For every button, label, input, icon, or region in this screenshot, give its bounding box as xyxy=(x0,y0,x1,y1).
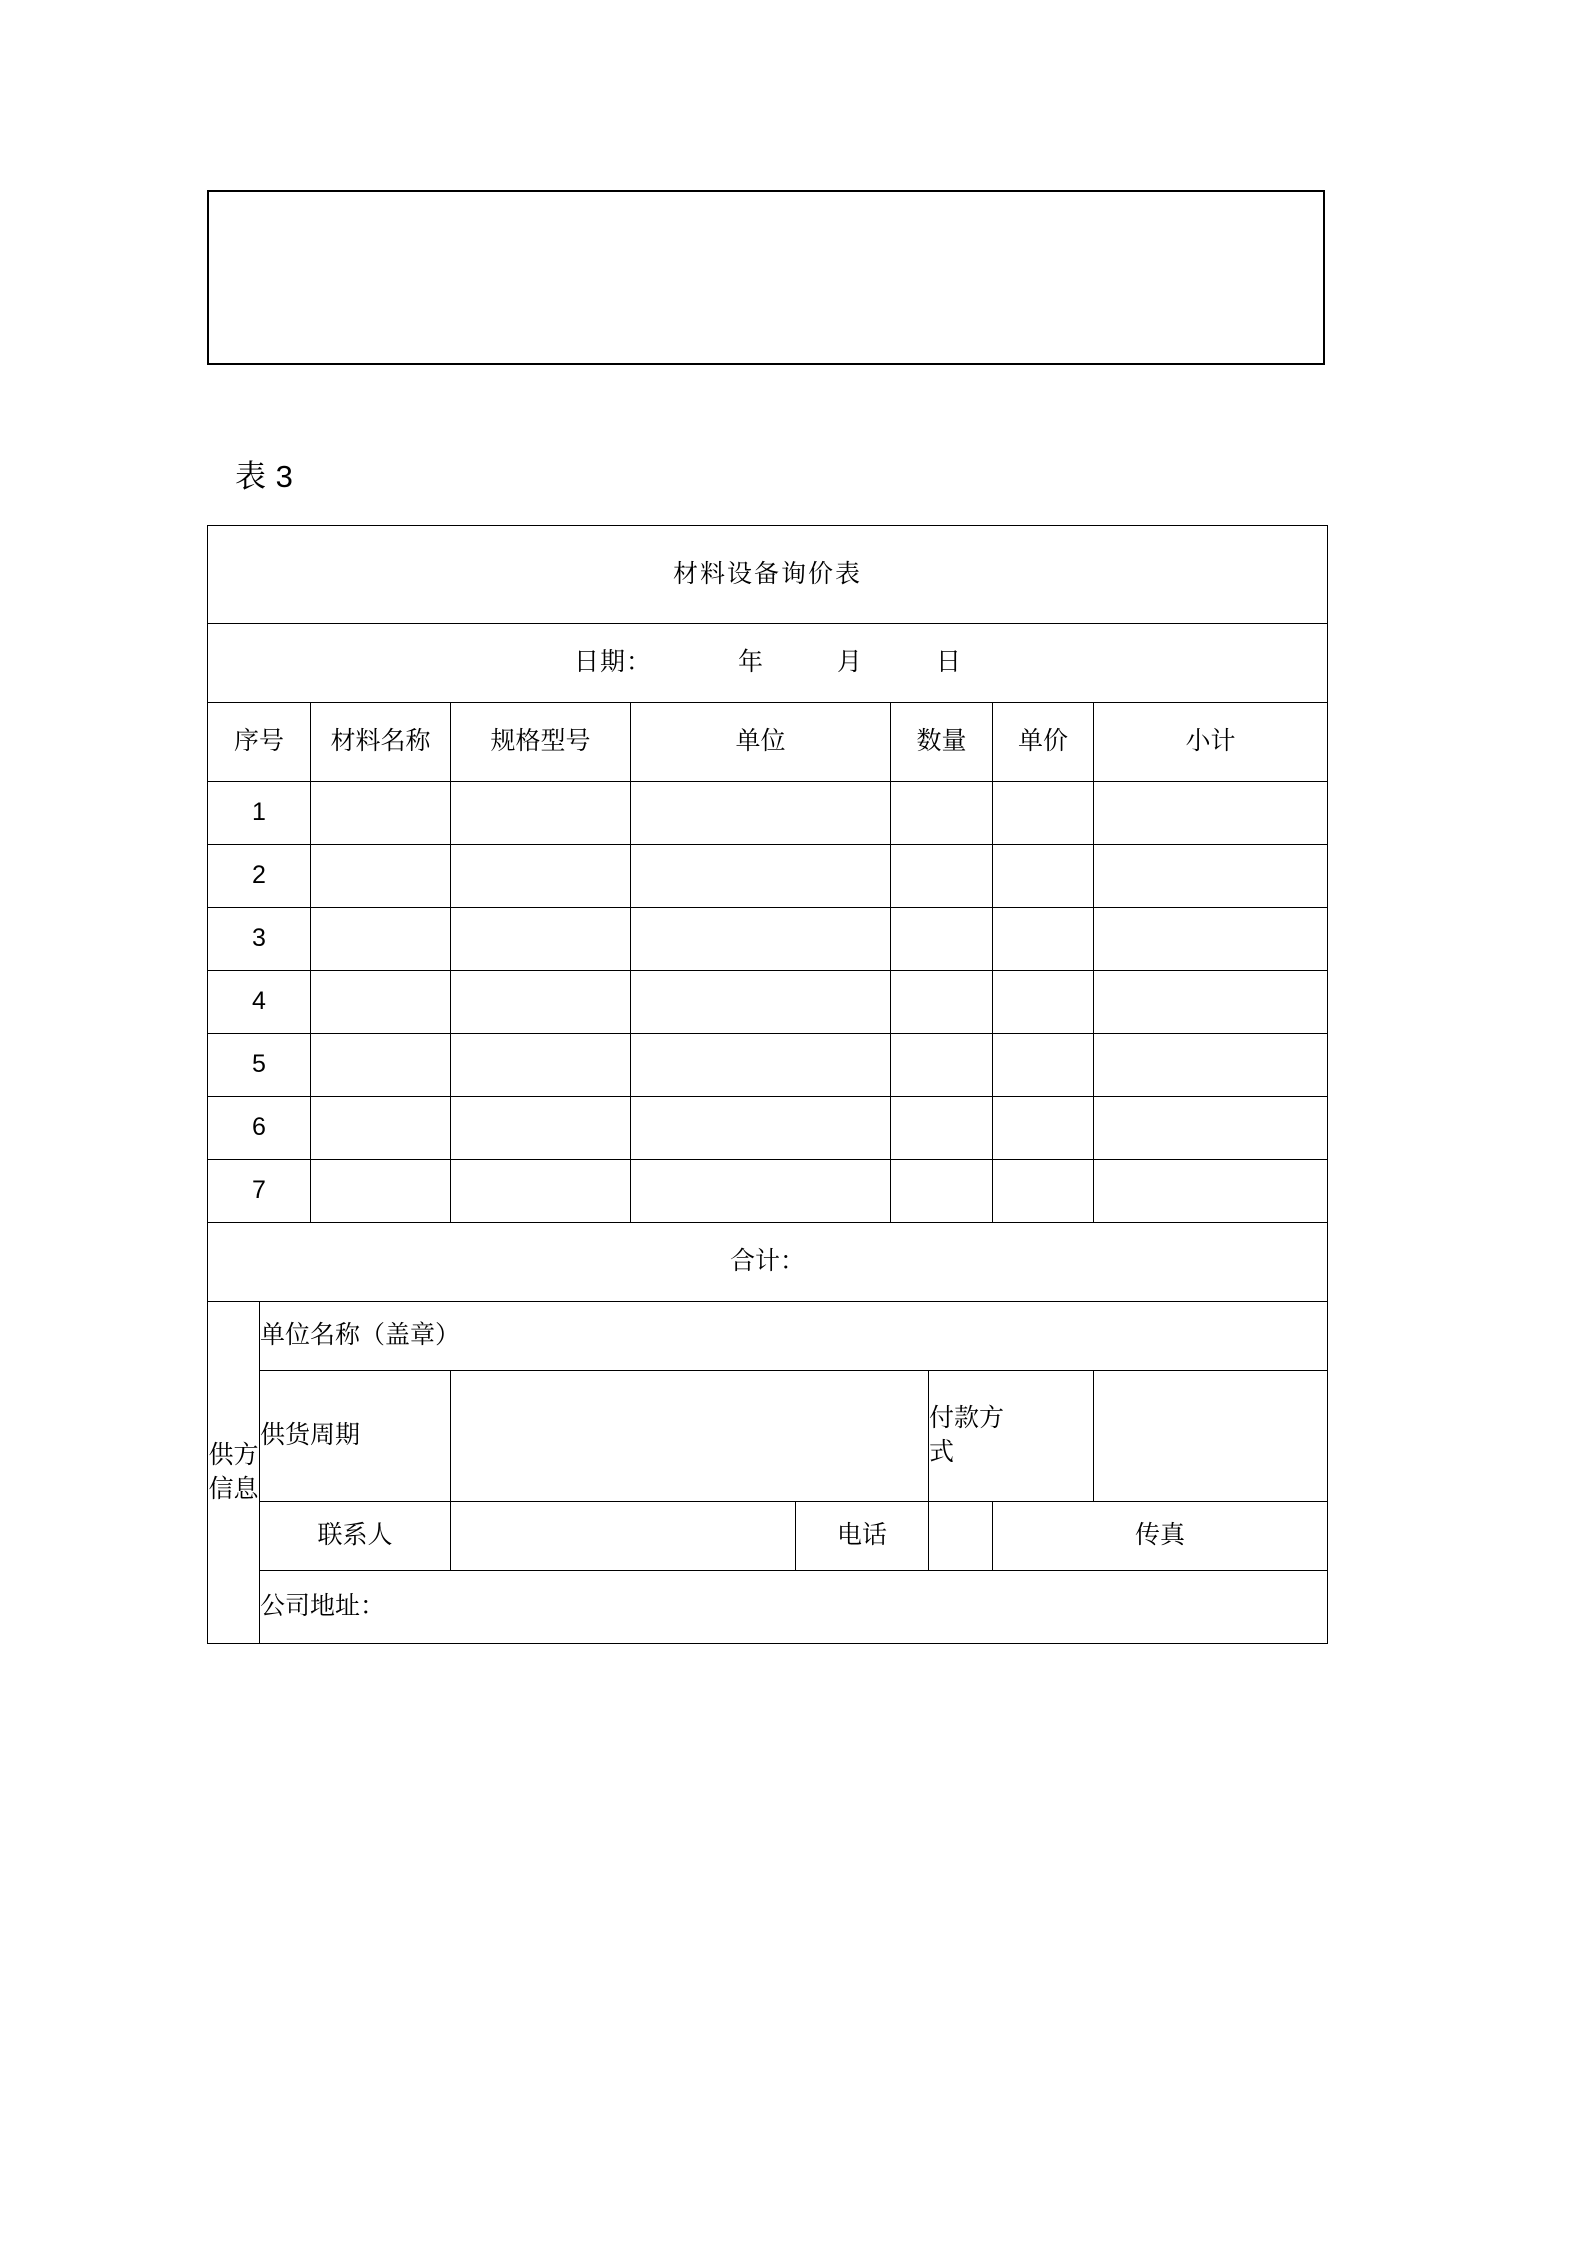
date-row xyxy=(208,624,1328,703)
row-number: 2 xyxy=(208,845,311,908)
cell-unit-price[interactable] xyxy=(993,782,1094,845)
payment-method-label xyxy=(929,1371,1094,1502)
row-number: 7 xyxy=(208,1160,311,1223)
table-row xyxy=(208,1034,1328,1097)
cell-unit[interactable] xyxy=(631,971,891,1034)
total-row xyxy=(208,1223,1328,1302)
supplier-contact-row xyxy=(208,1502,1328,1571)
date-cell xyxy=(208,624,1328,703)
cell-material-name[interactable] xyxy=(311,1034,451,1097)
payment-method-label-line1: 付款方 xyxy=(929,1404,1005,1433)
fax-label: 传真 xyxy=(993,1502,1328,1571)
table-row xyxy=(208,908,1328,971)
table-row xyxy=(208,1097,1328,1160)
cell-quantity[interactable] xyxy=(891,782,993,845)
column-header-quantity: 数量 xyxy=(891,703,993,782)
inquiry-form xyxy=(207,525,1327,1644)
cell-quantity[interactable] xyxy=(891,971,993,1034)
cell-spec-model[interactable] xyxy=(451,971,631,1034)
cell-material-name[interactable] xyxy=(311,782,451,845)
cell-material-name[interactable] xyxy=(311,908,451,971)
supplier-unit-name-field[interactable]: 单位名称（盖章） xyxy=(260,1302,1328,1371)
supply-cycle-value[interactable] xyxy=(451,1371,929,1502)
column-header-unit: 单位 xyxy=(631,703,891,782)
cell-unit[interactable] xyxy=(631,1097,891,1160)
supplier-address-row xyxy=(208,1571,1328,1644)
cell-subtotal[interactable] xyxy=(1094,1034,1328,1097)
supplier-supply-cycle-row xyxy=(208,1371,1328,1502)
cell-quantity[interactable] xyxy=(891,908,993,971)
supplier-info-side-label-line2: 信息 xyxy=(208,1474,259,1503)
row-number: 5 xyxy=(208,1034,311,1097)
phone-label: 电话 xyxy=(796,1502,929,1571)
cell-subtotal[interactable] xyxy=(1094,845,1328,908)
row-number: 6 xyxy=(208,1097,311,1160)
table-row xyxy=(208,1160,1328,1223)
table-row xyxy=(208,845,1328,908)
cell-spec-model[interactable] xyxy=(451,908,631,971)
cell-unit-price[interactable] xyxy=(993,908,1094,971)
cell-unit-price[interactable] xyxy=(993,1097,1094,1160)
cell-subtotal[interactable] xyxy=(1094,782,1328,845)
column-header-spec-model: 规格型号 xyxy=(451,703,631,782)
cell-unit[interactable] xyxy=(631,845,891,908)
cell-quantity[interactable] xyxy=(891,1034,993,1097)
total-label: 合计： xyxy=(208,1223,1328,1302)
contact-person-label: 联系人 xyxy=(260,1502,451,1571)
contact-person-value[interactable] xyxy=(451,1502,796,1571)
table-caption: 表 3 xyxy=(235,459,294,494)
cell-spec-model[interactable] xyxy=(451,845,631,908)
table-row xyxy=(208,971,1328,1034)
date-label: 日期： xyxy=(573,648,652,677)
cell-unit[interactable] xyxy=(631,1034,891,1097)
top-note-box xyxy=(207,190,1325,365)
supply-cycle-label: 供货周期 xyxy=(260,1371,451,1502)
cell-quantity[interactable] xyxy=(891,1097,993,1160)
cell-subtotal[interactable] xyxy=(1094,908,1328,971)
cell-subtotal[interactable] xyxy=(1094,1097,1328,1160)
column-header-no: 序号 xyxy=(208,703,311,782)
cell-subtotal[interactable] xyxy=(1094,971,1328,1034)
supplier-unit-name-row xyxy=(208,1302,1328,1371)
row-number: 4 xyxy=(208,971,311,1034)
title-row xyxy=(208,526,1328,624)
cell-unit-price[interactable] xyxy=(993,1034,1094,1097)
cell-material-name[interactable] xyxy=(311,1160,451,1223)
cell-unit[interactable] xyxy=(631,908,891,971)
cell-material-name[interactable] xyxy=(311,845,451,908)
date-day-label: 日 xyxy=(936,648,962,677)
cell-unit-price[interactable] xyxy=(993,1160,1094,1223)
payment-method-label-line2: 式 xyxy=(929,1438,955,1466)
cell-spec-model[interactable] xyxy=(451,1097,631,1160)
table-row xyxy=(208,782,1328,845)
cell-unit-price[interactable] xyxy=(993,971,1094,1034)
material-equipment-inquiry-table xyxy=(207,525,1328,1644)
company-address-field[interactable]: 公司地址： xyxy=(260,1571,1328,1644)
row-number: 3 xyxy=(208,908,311,971)
column-header-subtotal: 小计 xyxy=(1094,703,1328,782)
cell-unit[interactable] xyxy=(631,782,891,845)
cell-spec-model[interactable] xyxy=(451,782,631,845)
cell-quantity[interactable] xyxy=(891,1160,993,1223)
cell-material-name[interactable] xyxy=(311,1097,451,1160)
cell-material-name[interactable] xyxy=(311,971,451,1034)
cell-unit[interactable] xyxy=(631,1160,891,1223)
cell-unit-price[interactable] xyxy=(993,845,1094,908)
column-header-unit-price: 单价 xyxy=(993,703,1094,782)
form-title: 材料设备询价表 xyxy=(208,526,1328,624)
supplier-info-side-label xyxy=(208,1302,260,1644)
column-header-material-name: 材料名称 xyxy=(311,703,451,782)
supplier-info-side-label-line1: 供方 xyxy=(208,1440,259,1469)
date-month-label: 月 xyxy=(837,648,863,677)
cell-spec-model[interactable] xyxy=(451,1034,631,1097)
table-header-row xyxy=(208,703,1328,782)
cell-spec-model[interactable] xyxy=(451,1160,631,1223)
phone-value[interactable] xyxy=(929,1502,993,1571)
cell-subtotal[interactable] xyxy=(1094,1160,1328,1223)
row-number: 1 xyxy=(208,782,311,845)
cell-quantity[interactable] xyxy=(891,845,993,908)
date-year-label: 年 xyxy=(737,648,763,677)
payment-method-value[interactable] xyxy=(1094,1371,1328,1502)
